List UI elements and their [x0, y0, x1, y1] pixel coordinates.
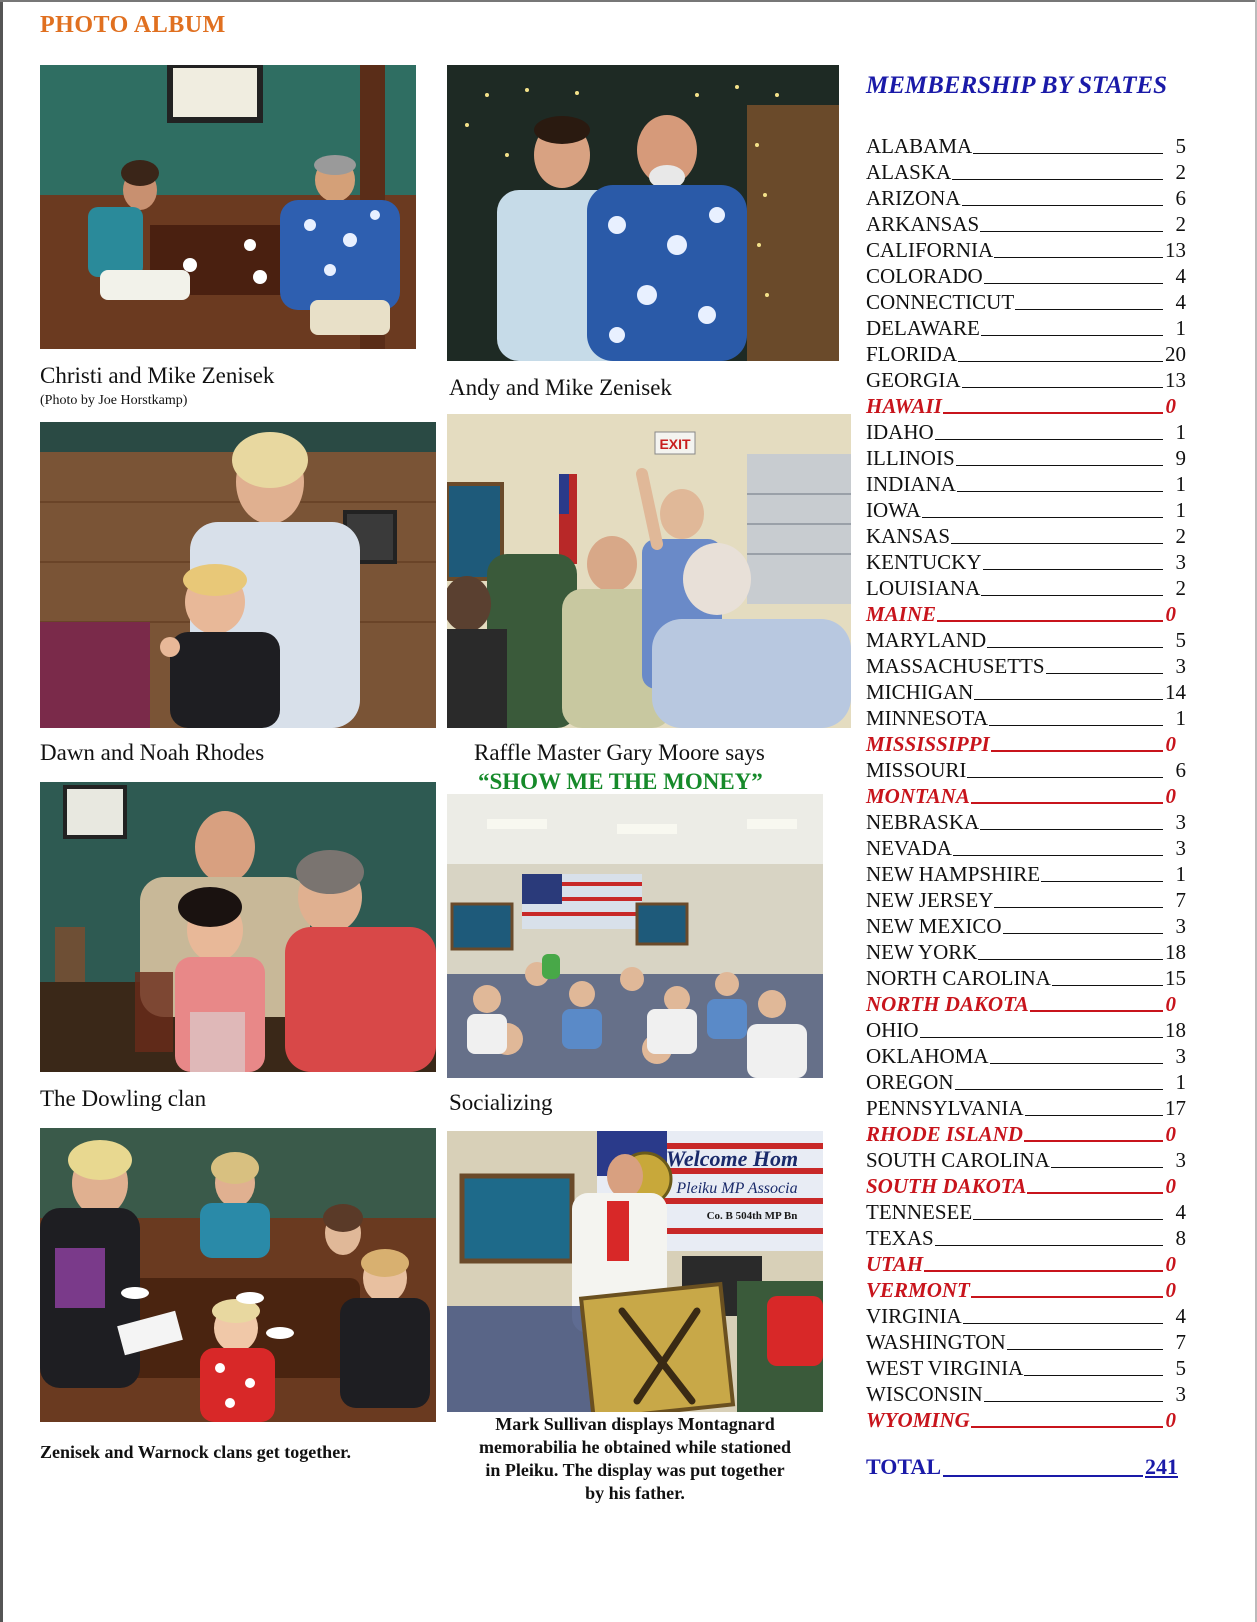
- state-row: [866, 547, 1186, 573]
- state-row: [866, 1197, 1186, 1223]
- state-row: [866, 1327, 1186, 1353]
- caption-raffle: Raffle Master Gary Moore says: [474, 740, 765, 765]
- state-leader-line: [971, 1426, 1163, 1428]
- state-row: [866, 1067, 1186, 1093]
- state-row: [866, 573, 1186, 599]
- state-count: 6: [1175, 186, 1186, 210]
- state-row: [866, 1041, 1186, 1067]
- state-leader-line: [967, 777, 1163, 778]
- state-leader-line: [1030, 1010, 1163, 1012]
- state-leader-line: [1052, 985, 1163, 986]
- state-name: NEW MEXICO: [866, 914, 1002, 938]
- state-row: [866, 391, 1186, 417]
- state-name: LOUISIANA: [866, 576, 981, 600]
- state-row: [866, 1093, 1186, 1119]
- state-count: 0: [1165, 1252, 1176, 1276]
- state-count: 3: [1175, 810, 1186, 834]
- state-leader-line: [1027, 1192, 1163, 1194]
- state-row: [866, 443, 1186, 469]
- state-row: [866, 651, 1186, 677]
- state-name: KENTUCKY: [866, 550, 982, 574]
- state-row: [866, 1353, 1186, 1379]
- membership-total-value: 241: [1145, 1454, 1178, 1479]
- state-count: 4: [1175, 1200, 1186, 1224]
- state-count: 2: [1175, 160, 1186, 184]
- state-count: 3: [1175, 654, 1186, 678]
- state-row: [866, 1405, 1186, 1431]
- state-row: [866, 885, 1186, 911]
- exit-sign-text: EXIT: [659, 436, 691, 452]
- state-name: OKLAHOMA: [866, 1044, 989, 1068]
- state-leader-line: [983, 569, 1164, 570]
- photo-sullivan: [447, 1131, 823, 1412]
- state-leader-line: [1051, 1167, 1163, 1168]
- state-name: ARKANSAS: [866, 212, 980, 236]
- state-row: [866, 729, 1186, 755]
- state-count: 5: [1175, 1356, 1186, 1380]
- state-count: 1: [1175, 420, 1186, 444]
- state-count: 9: [1175, 446, 1186, 470]
- state-count: 13: [1165, 368, 1186, 392]
- state-row: [866, 1249, 1186, 1275]
- state-count: 17: [1165, 1096, 1186, 1120]
- membership-title: MEMBERSHIP BY STATES: [866, 72, 1168, 99]
- state-leader-line: [989, 725, 1163, 726]
- state-count: 0: [1165, 1408, 1176, 1432]
- state-leader-line: [994, 907, 1163, 908]
- state-name: VIRGINIA: [866, 1304, 962, 1328]
- state-count: 0: [1165, 732, 1176, 756]
- state-row: [866, 1275, 1186, 1301]
- state-count: 1: [1175, 706, 1186, 730]
- state-leader-line: [937, 620, 1163, 622]
- caption-dowling: The Dowling clan: [40, 1086, 207, 1111]
- state-name: TENNESEE: [866, 1200, 973, 1224]
- caption-andy-mike: Andy and Mike Zenisek: [449, 375, 672, 400]
- state-leader-line: [924, 1270, 1163, 1272]
- photo-zenisek-warnock: [40, 1128, 436, 1422]
- state-count: 4: [1175, 290, 1186, 314]
- state-name: GEORGIA: [866, 368, 961, 392]
- state-count: 0: [1165, 1122, 1176, 1146]
- state-leader-line: [1025, 1115, 1163, 1116]
- banner-text-company: Co. B 504th MP Bn: [706, 1210, 798, 1222]
- state-leader-line: [987, 647, 1163, 648]
- state-row: [866, 365, 1186, 391]
- state-count: 3: [1175, 914, 1186, 938]
- state-row: [866, 157, 1186, 183]
- caption-raffle-quote: “SHOW ME THE MONEY”: [478, 769, 763, 794]
- caption-sullivan-line-1: Mark Sullivan displays Montagnard: [495, 1414, 775, 1434]
- state-count: 4: [1175, 264, 1186, 288]
- state-name: NORTH DAKOTA: [866, 992, 1029, 1016]
- state-row: [866, 1145, 1186, 1171]
- state-row: [866, 209, 1186, 235]
- state-name: WYOMING: [866, 1408, 970, 1432]
- state-leader-line: [952, 179, 1163, 180]
- state-count: 4: [1175, 1304, 1186, 1328]
- banner-text-welcome: Welcome Hom: [665, 1146, 799, 1171]
- state-name: TEXAS: [866, 1226, 934, 1250]
- caption-christi-mike: Christi and Mike Zenisek: [40, 363, 275, 388]
- state-row: [866, 183, 1186, 209]
- state-row: [866, 1171, 1186, 1197]
- state-leader-line: [951, 543, 1163, 544]
- state-name: OHIO: [866, 1018, 919, 1042]
- state-leader-line: [971, 1296, 1163, 1298]
- state-leader-line: [971, 802, 1163, 804]
- state-count: 5: [1175, 134, 1186, 158]
- state-name: MINNESOTA: [866, 706, 988, 730]
- caption-socializing: Socializing: [449, 1090, 553, 1115]
- caption-sullivan-line-2: memorabilia he obtained while stationed: [478, 1437, 791, 1457]
- state-row: [866, 625, 1186, 651]
- state-leader-line: [1003, 933, 1163, 934]
- state-count: 7: [1175, 1330, 1186, 1354]
- state-name: ALABAMA: [866, 134, 973, 158]
- state-name: COLORADO: [866, 264, 983, 288]
- state-name: KANSAS: [866, 524, 951, 548]
- state-leader-line: [1015, 309, 1163, 310]
- state-leader-line: [962, 205, 1164, 206]
- state-row: [866, 313, 1186, 339]
- state-leader-line: [935, 439, 1163, 440]
- state-name: OREGON: [866, 1070, 954, 1094]
- page-border-top: [0, 0, 1257, 2]
- state-count: 3: [1175, 1382, 1186, 1406]
- state-name: IDAHO: [866, 420, 934, 444]
- state-leader-line: [980, 829, 1163, 830]
- photo-raffle: [447, 414, 851, 728]
- state-row: [866, 495, 1186, 521]
- state-name: PENNSYLVANIA: [866, 1096, 1024, 1120]
- state-count: 0: [1165, 394, 1176, 418]
- state-leader-line: [962, 387, 1164, 388]
- state-row: [866, 131, 1186, 157]
- state-count: 2: [1175, 576, 1186, 600]
- state-leader-line: [935, 1245, 1163, 1246]
- state-count: 14: [1165, 680, 1186, 704]
- state-name: MAINE: [866, 602, 937, 626]
- state-row: [866, 703, 1186, 729]
- state-count: 0: [1165, 1278, 1176, 1302]
- state-row: [866, 677, 1186, 703]
- caption-dawn-noah: Dawn and Noah Rhodes: [40, 740, 265, 765]
- state-leader-line: [1024, 1375, 1163, 1376]
- state-count: 3: [1175, 550, 1186, 574]
- state-name: MISSOURI: [866, 758, 967, 782]
- state-row: [866, 521, 1186, 547]
- state-count: 1: [1175, 1070, 1186, 1094]
- state-leader-line: [943, 412, 1163, 414]
- state-row: [866, 469, 1186, 495]
- state-leader-line: [958, 361, 1163, 362]
- state-leader-line: [920, 1037, 1164, 1038]
- state-name: CALIFORNIA: [866, 238, 994, 262]
- state-row: [866, 1015, 1186, 1041]
- state-leader-line: [1041, 881, 1163, 882]
- state-name: INDIANA: [866, 472, 956, 496]
- state-count: 1: [1175, 316, 1186, 340]
- state-count: 2: [1175, 524, 1186, 548]
- state-name: NORTH CAROLINA: [866, 966, 1051, 990]
- state-row: [866, 1119, 1186, 1145]
- state-row: [866, 339, 1186, 365]
- caption-sullivan-line-3: in Pleiku. The display was put together: [485, 1460, 785, 1480]
- caption-sullivan: [447, 1413, 823, 1505]
- state-leader-line: [953, 855, 1163, 856]
- state-leader-line: [994, 257, 1163, 258]
- state-row: [866, 859, 1186, 885]
- state-leader-line: [974, 699, 1163, 700]
- state-leader-line: [955, 1089, 1164, 1090]
- state-row: [866, 261, 1186, 287]
- state-name: WISCONSIN: [866, 1382, 983, 1406]
- state-name: VERMONT: [866, 1278, 970, 1302]
- state-count: 3: [1175, 836, 1186, 860]
- state-name: FLORIDA: [866, 342, 958, 366]
- state-leader-line: [963, 1323, 1163, 1324]
- state-name: SOUTH CAROLINA: [866, 1148, 1050, 1172]
- state-leader-line: [957, 491, 1163, 492]
- state-row: [866, 911, 1186, 937]
- state-count: 1: [1175, 498, 1186, 522]
- state-count: 0: [1165, 784, 1176, 808]
- state-count: 5: [1175, 628, 1186, 652]
- state-row: [866, 807, 1186, 833]
- state-name: CONNECTICUT: [866, 290, 1015, 314]
- state-name: ARIZONA: [866, 186, 961, 210]
- state-count: 18: [1165, 940, 1186, 964]
- state-leader-line: [981, 595, 1163, 596]
- banner-text-association: Pleiku MP Associa: [676, 1180, 798, 1197]
- state-row: [866, 599, 1186, 625]
- state-row: [866, 235, 1186, 261]
- state-leader-line: [990, 1063, 1164, 1064]
- caption-credit: (Photo by Joe Horstkamp): [40, 393, 188, 408]
- state-name: WASHINGTON: [866, 1330, 1006, 1354]
- state-name: NEW YORK: [866, 940, 978, 964]
- state-name: SOUTH DAKOTA: [866, 1174, 1027, 1198]
- state-count: 1: [1175, 862, 1186, 886]
- state-row: [866, 1223, 1186, 1249]
- state-row: [866, 1379, 1186, 1405]
- state-leader-line: [984, 283, 1163, 284]
- caption-sullivan-line-4: by his father.: [585, 1483, 685, 1503]
- photo-dowling: [40, 782, 436, 1072]
- photo-socializing: [447, 794, 823, 1078]
- state-name: MICHIGAN: [866, 680, 974, 704]
- state-count: 1: [1175, 472, 1186, 496]
- state-row: [866, 833, 1186, 859]
- membership-total-label: TOTAL: [866, 1454, 941, 1479]
- state-name: NEW HAMPSHIRE: [866, 862, 1041, 886]
- state-leader-line: [980, 231, 1163, 232]
- state-leader-line: [1046, 673, 1163, 674]
- state-leader-line: [973, 1219, 1163, 1220]
- state-count: 6: [1175, 758, 1186, 782]
- state-name: HAWAII: [866, 394, 942, 418]
- state-count: 13: [1165, 238, 1186, 262]
- photo-dawn-noah: [40, 422, 436, 728]
- membership-state-list: [866, 131, 1186, 1431]
- state-count: 7: [1175, 888, 1186, 912]
- state-name: IOWA: [866, 498, 921, 522]
- state-leader-line: [956, 465, 1163, 466]
- state-row: [866, 1301, 1186, 1327]
- membership-total-row: [866, 1452, 1178, 1480]
- state-count: 20: [1165, 342, 1186, 366]
- state-name: DELAWARE: [866, 316, 980, 340]
- membership-total-leader: [943, 1475, 1143, 1477]
- state-row: [866, 781, 1186, 807]
- page-border-left: [0, 0, 3, 1622]
- caption-zenisek-warnock: Zenisek and Warnock clans get together.: [40, 1442, 352, 1462]
- state-count: 0: [1165, 1174, 1176, 1198]
- state-count: 8: [1175, 1226, 1186, 1250]
- state-name: NEBRASKA: [866, 810, 980, 834]
- state-name: RHODE ISLAND: [866, 1122, 1023, 1146]
- state-leader-line: [1024, 1140, 1163, 1142]
- state-leader-line: [981, 335, 1163, 336]
- state-leader-line: [973, 153, 1163, 154]
- state-name: MISSISSIPPI: [866, 732, 990, 756]
- state-count: 0: [1165, 602, 1176, 626]
- state-leader-line: [991, 750, 1163, 752]
- state-count: 3: [1175, 1044, 1186, 1068]
- state-row: [866, 989, 1186, 1015]
- state-leader-line: [1007, 1349, 1163, 1350]
- page-title: PHOTO ALBUM: [40, 12, 226, 38]
- state-leader-line: [978, 959, 1163, 960]
- state-name: UTAH: [866, 1252, 924, 1276]
- state-name: MARYLAND: [866, 628, 987, 652]
- state-leader-line: [922, 517, 1163, 518]
- state-row: [866, 937, 1186, 963]
- state-row: [866, 287, 1186, 313]
- state-count: 0: [1165, 992, 1176, 1016]
- state-count: 2: [1175, 212, 1186, 236]
- state-count: 3: [1175, 1148, 1186, 1172]
- state-row: [866, 963, 1186, 989]
- state-name: NEW JERSEY: [866, 888, 994, 912]
- state-leader-line: [984, 1401, 1163, 1402]
- state-name: WEST VIRGINIA: [866, 1356, 1024, 1380]
- state-name: ILLINOIS: [866, 446, 955, 470]
- state-row: [866, 417, 1186, 443]
- state-count: 15: [1165, 966, 1186, 990]
- photo-christi-mike: [40, 65, 416, 349]
- state-count: 18: [1165, 1018, 1186, 1042]
- state-row: [866, 755, 1186, 781]
- state-name: MASSACHUSETTS: [866, 654, 1045, 678]
- state-name: NEVADA: [866, 836, 952, 860]
- state-name: ALASKA: [866, 160, 952, 184]
- state-name: MONTANA: [866, 784, 970, 808]
- photo-andy-mike: [447, 65, 839, 361]
